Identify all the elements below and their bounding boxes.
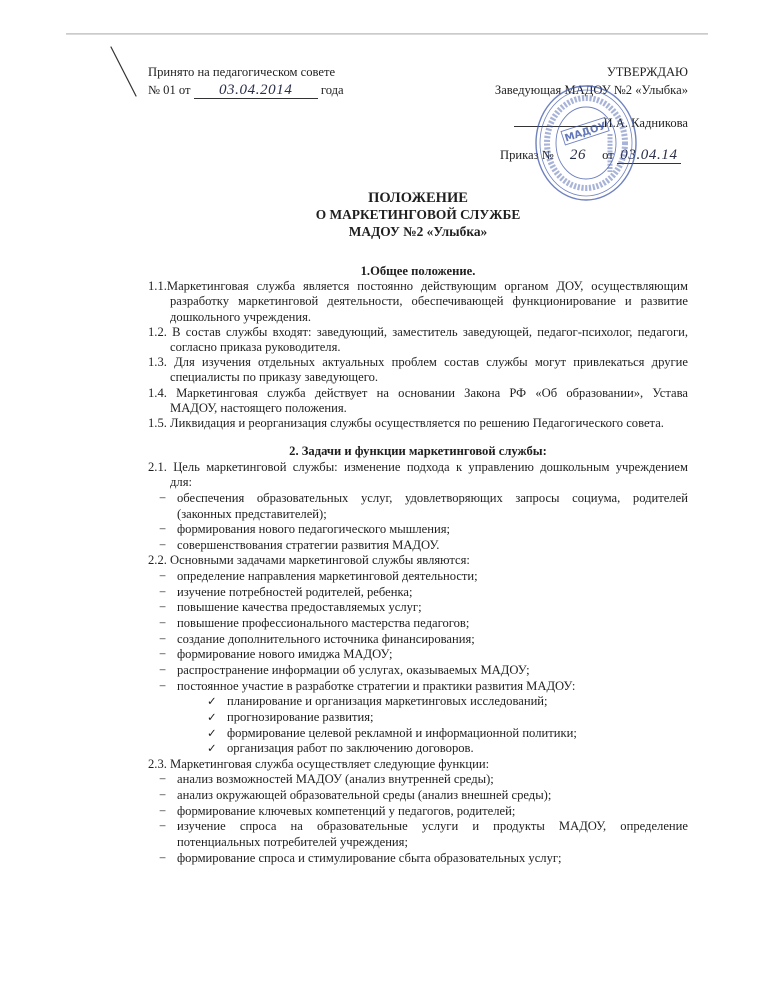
protocol-prefix: № 01 от <box>148 83 191 97</box>
text-line: прогнозирование развития; <box>227 709 374 724</box>
seal-center-text: МАДОУ <box>563 120 608 145</box>
check-icon: ✓ <box>207 725 217 740</box>
text-line: 1.5. Ликвидация и реорганизация службы осуществляется по решению Педагогического совета. <box>148 416 664 431</box>
list-item <box>148 491 688 522</box>
dash-marker: − <box>159 537 167 552</box>
order-date: 03.04.14 <box>617 147 681 164</box>
section-heading: 1.Общее положение. <box>360 264 476 278</box>
list-item <box>148 679 688 757</box>
dash-marker: − <box>159 569 167 584</box>
text-line: повышение профессионального мастерства педагогов; <box>177 616 470 631</box>
section-general <box>148 264 688 431</box>
text-line: организация работ по заключению договоров. <box>227 741 474 756</box>
text-line: для: <box>170 475 192 490</box>
title-line-2: О МАРКЕТИНГОВОЙ СЛУЖБЕ <box>315 207 521 222</box>
checklist-item <box>148 741 688 757</box>
dash-marker: − <box>159 584 167 599</box>
dash-marker: − <box>159 662 167 677</box>
dash-marker: − <box>159 631 167 646</box>
text-line: 2.3. Маркетинговая служба осуществляет следующие функции: <box>148 756 490 771</box>
text-line: согласно приказа руководителя. <box>170 340 341 355</box>
dash-marker: − <box>159 522 167 537</box>
section-heading: 2. Задачи и функции маркетинговой службы: <box>289 444 547 458</box>
order-from: от <box>602 148 614 162</box>
signer-name: И.А. Кадникова <box>603 116 688 130</box>
text-line: 1.2. В состав службы входят: заведующий, заместитель заведующей, педагог-психолог, педагоги, <box>148 324 688 339</box>
protocol-date: 03.04.2014 <box>194 82 318 99</box>
pen-stroke <box>104 42 144 102</box>
list-item <box>148 569 688 585</box>
council-acceptance: Принято на педагогическом совете <box>148 65 336 79</box>
list-item <box>148 647 688 663</box>
text-line: повышение качества предоставляемых услуг; <box>177 600 422 615</box>
dash-marker: − <box>159 850 167 865</box>
text-line: определение направления маркетинговой деятельности; <box>177 569 478 584</box>
check-icon: ✓ <box>207 709 217 724</box>
paragraph-2-3 <box>148 757 688 866</box>
text-line: 1.1.Маркетинговая служба является постоянно действующим органом ДОУ, осуществляющим <box>148 279 688 294</box>
text-line: обеспечения образовательных услуг, удовлетворяющих запросы социума, родителей <box>177 490 688 505</box>
order-prefix: Приказ № <box>500 148 554 162</box>
list-item <box>148 819 688 850</box>
list-item <box>148 772 688 788</box>
dash-marker: − <box>159 819 167 834</box>
dash-marker: − <box>159 803 167 818</box>
title-line-3: МАДОУ №2 «Улыбка» <box>348 223 488 239</box>
text-line: изучение потребностей родителей, ребенка; <box>177 584 413 599</box>
list-item <box>148 538 688 554</box>
text-line: анализ окружающей образовательной среды (анализ внешней среды); <box>177 788 552 803</box>
text-line: формирование спроса и стимулирование сбыта образовательных услуг; <box>177 850 562 865</box>
text-line: изучение спроса на образовательные услуги и продукты МАДОУ, определение <box>177 819 688 834</box>
order-number: 26 <box>569 147 587 163</box>
text-line: 2.1. Цель маркетинговой службы: изменение подхода к управлению дошкольным учреждением <box>148 459 688 474</box>
text-line: постоянное участие в разработке стратегии и практики развития МАДОУ: <box>177 678 576 693</box>
dash-marker: − <box>159 772 167 787</box>
text-line: потенциальных потребителей учреждения; <box>177 835 408 850</box>
section-tasks-functions <box>148 444 688 866</box>
dash-marker: − <box>159 490 167 505</box>
text-line: анализ возможностей МАДОУ (анализ внутренней среды); <box>177 772 494 787</box>
check-icon: ✓ <box>207 741 217 756</box>
text-line: разработку маркетинговой деятельности, обеспечивающей функционирование и развитие <box>170 294 688 309</box>
text-line: специалисты по приказу заведующего. <box>170 370 379 385</box>
text-line: (законных представителей); <box>177 506 327 521</box>
list-item <box>148 851 688 867</box>
list-item <box>148 804 688 820</box>
text-line: формирования нового педагогического мышления; <box>177 522 451 537</box>
text-line: дошкольного учреждения. <box>170 309 312 324</box>
paragraph-2-1 <box>148 460 688 554</box>
dash-marker: − <box>159 678 167 693</box>
text-line: совершенствования стратегии развития МАДОУ. <box>177 537 440 552</box>
official-seal <box>530 82 642 204</box>
text-line: формирование ключевых компетенций у педагогов, родителей; <box>177 803 516 818</box>
text-line: 2.2. Основными задачами маркетинговой службы являются: <box>148 553 470 568</box>
check-icon: ✓ <box>207 694 217 709</box>
dash-marker: − <box>159 600 167 615</box>
document-title <box>148 190 688 240</box>
text-line: создание дополнительного источника финансирования; <box>177 631 475 646</box>
list-item <box>148 788 688 804</box>
dash-marker: − <box>159 647 167 662</box>
text-line: 1.3. Для изучения отдельных актуальных проблем состав службы могут привлекаться другие <box>148 355 688 370</box>
text-line: формирование нового имиджа МАДОУ; <box>177 647 393 662</box>
approver-position: Заведующая МАДОУ №2 «Улыбка» <box>494 83 688 97</box>
text-line: распространение информации об услугах, оказываемых МАДОУ; <box>177 662 530 677</box>
paragraph-1-3 <box>148 355 688 385</box>
title-line-1: ПОЛОЖЕНИЕ <box>368 190 468 206</box>
paragraph-1-4 <box>148 386 688 416</box>
checklist-item <box>148 694 688 710</box>
scan-edge <box>66 33 708 35</box>
text-line: формирование целевой рекламной и информационной политики; <box>227 725 577 740</box>
dash-marker: − <box>159 788 167 803</box>
list-item <box>148 616 688 632</box>
paragraph-1-5 <box>148 416 688 431</box>
list-item <box>148 522 688 538</box>
text-line: МАДОУ, настоящего положения. <box>170 400 347 415</box>
approval-heading: УТВЕРЖДАЮ <box>606 65 688 79</box>
list-item <box>148 663 688 679</box>
paragraph-2-2 <box>148 553 688 756</box>
list-item <box>148 585 688 601</box>
paragraph-1-1 <box>148 279 688 325</box>
protocol-suffix: года <box>320 83 344 97</box>
text-line: 1.4. Маркетинговая служба действует на основании Закона РФ «Об образовании», Устава <box>148 385 688 400</box>
list-item <box>148 600 688 616</box>
dash-marker: − <box>159 616 167 631</box>
text-line: планирование и организация маркетинговых исследований; <box>227 694 548 709</box>
checklist-item <box>148 710 688 726</box>
list-item <box>148 632 688 648</box>
checklist-item <box>148 726 688 742</box>
paragraph-1-2 <box>148 325 688 355</box>
protocol-line <box>148 82 344 99</box>
